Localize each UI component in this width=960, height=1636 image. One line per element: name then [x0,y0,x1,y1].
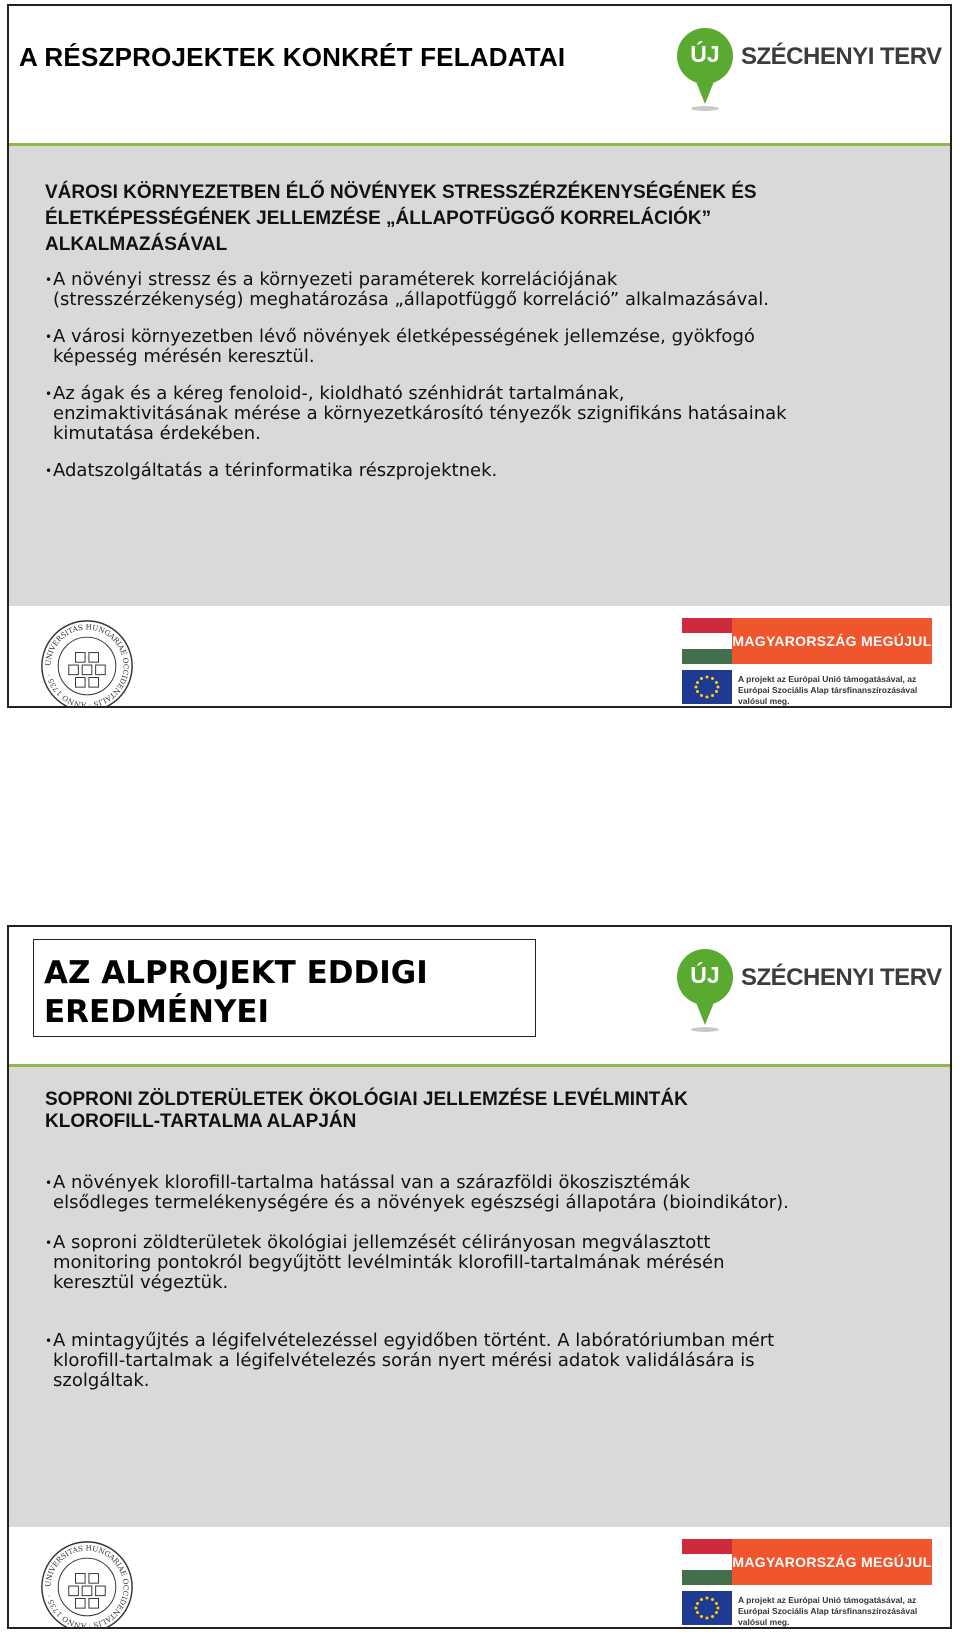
slide-footer [9,606,950,708]
svg-text:UNIVERSITAS HUNGARIAE OCCIDENT: UNIVERSITAS HUNGARIAE OCCIDENTALIS · ANNO 1735 · [43,1543,131,1631]
szechenyi-terv-logo [677,28,942,108]
banner-text: MAGYARORSZÁG MEGÚJUL [732,1554,932,1570]
slide-content [9,1067,950,1527]
szechenyi-terv-logo [677,949,942,1029]
subtitle-line: ÉLETKÉPESSÉGÉNEK JELLEMZÉSE „ÁLLAPOTFÜGGŐ KORRELÁCIÓK” [45,208,712,229]
bullet-list [45,270,920,481]
title-box [33,939,536,1037]
eu-flag-icon [682,670,732,704]
section-subtitle [45,180,757,258]
slide-title: AZ ALPROJEKT EDDIGI EREDMÉNYEI [44,955,428,1030]
banner-text: MAGYARORSZÁG MEGÚJUL [732,633,932,649]
logo-text: SZÉCHENYI TERV [741,964,942,991]
university-seal-icon [39,1539,135,1629]
bullet-item: • Az ágak és a kéreg fenoloid-, kioldható szénhidrát tartalmának, enzimaktivitásának mérése a környezetkárosító tényezők szignifikáns hatásainak kimutatása érdekében. [45,384,920,444]
slide-header [9,6,950,143]
logo-text: SZÉCHENYI TERV [741,43,942,70]
eu-funding-note: A projekt az Európai Unió támogatásával, az Európai Szociális Alap társfinanszírozásával valósul meg. [738,674,918,706]
bullet-list [45,1173,920,1391]
hungarian-flag-icon [682,1539,732,1585]
slide-title: A RÉSZPROJEKTEK KONKRÉT FELADATAI [19,42,566,72]
hungarian-flag-icon [682,618,732,664]
magyarorszag-megujul-logo [682,618,932,706]
slide-1 [7,4,952,708]
eu-funding-note: A projekt az Európai Unió támogatásával, az Európai Szociális Alap társfinanszírozásával valósul meg. [738,1595,918,1627]
magyarorszag-megujul-logo [682,1539,932,1627]
svg-text:UNIVERSITAS HUNGARIAE OCCIDENT: UNIVERSITAS HUNGARIAE OCCIDENTALIS · ANNO 1735 · [43,622,131,710]
bullet-item: • A mintagyűjtés a légifelvételezéssel egyidőben történt. A labóratóriumban mért klorofill-tartalmak a légifelvételezés során nyert mérési adatok validálására is szolgáltak. [45,1331,920,1391]
slide-content [9,146,950,606]
eu-flag-icon [682,1591,732,1625]
bullet-item: • A növényi stressz és a környezeti paraméterek korrelációjának (stresszérzékenység) meghatározása „állapotfüggő korreláció” alkalmazásával. [45,270,920,310]
slide-header [9,927,950,1064]
logo-pin-text: ÚJ [690,41,720,67]
section-subtitle [45,1089,688,1133]
subtitle-line: KLOROFILL-TARTALMA ALAPJÁN [45,1111,357,1132]
subtitle-line: VÁROSI KÖRNYEZETBEN ÉLŐ NÖVÉNYEK STRESSZÉRZÉKENYSÉGÉNEK ÉS [45,182,757,203]
bullet-item: • A soproni zöldterületek ökológiai jellemzését célirányosan megválasztott monitoring pontokról begyűjtött levélminták klorofill-tartalmának mérésén keresztül végeztük. [45,1233,920,1293]
bullet-item: • A városi környezetben lévő növények életképességének jellemzése, gyökfogó képesség mérésén keresztül. [45,327,920,367]
subtitle-line: SOPRONI ZÖLDTERÜLETEK ÖKOLÓGIAI JELLEMZÉSE LEVÉLMINTÁK [45,1089,688,1110]
logo-pin-text: ÚJ [690,962,720,988]
bullet-item: • Adatszolgáltatás a térinformatika részprojektnek. [45,461,920,481]
slide-footer [9,1527,950,1629]
slide-2 [7,925,952,1629]
university-seal-icon [39,618,135,708]
subtitle-line: ALKALMAZÁSÁVAL [45,234,228,255]
bullet-item: • A növények klorofill-tartalma hatással van a szárazföldi ökoszisztémák elsődleges termelékenységére és a növények egészségi állapotára (bioindikátor). [45,1173,920,1213]
